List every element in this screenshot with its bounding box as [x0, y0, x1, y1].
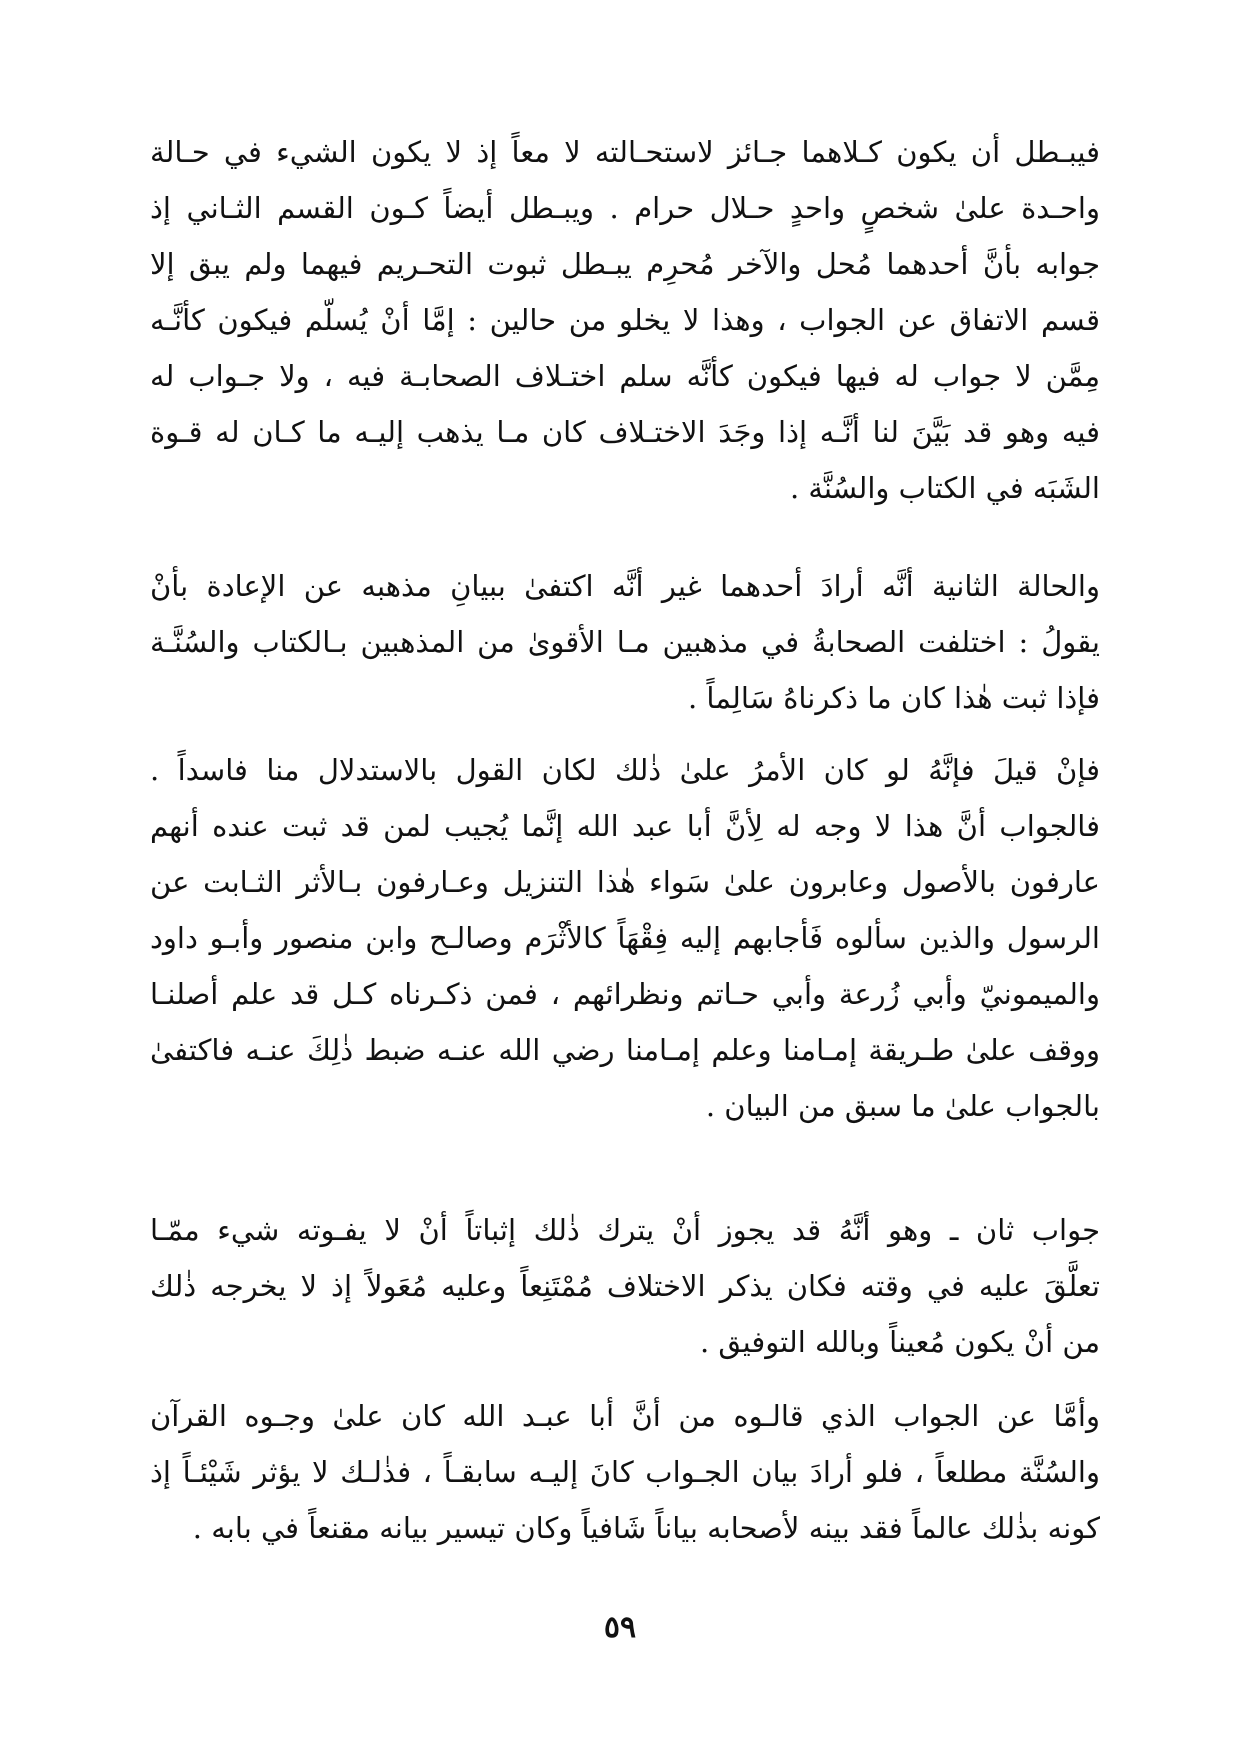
- text-line: وأمَّا عن الجواب الذي قالـوه من أنَّ أبا عبـد الله كان علىٰ وجـوه القرآن: [150, 1399, 1100, 1433]
- page-number: ٥٩: [603, 1610, 637, 1645]
- text-line: فإنْ قيلَ فإنَّهُ لو كان الأمرُ علىٰ ذٰلك لكان القول بالاستدلال منا فاسداً .: [150, 753, 1100, 787]
- paragraph-5: [150, 1388, 1100, 1556]
- text-line: بالجواب علىٰ ما سبق من البيان .: [705, 1089, 1100, 1123]
- text-line: والحالة الثانية أنَّه أرادَ أحدهما غير أنَّه اكتفىٰ ببيانِ مذهبه عن الإعادة بأنْ: [150, 569, 1100, 603]
- text-line: تعلَّقَ عليه في وقته فكان يذكر الاختلاف مُمْتَنِعاً وعليه مُعَولاً إذ لا يخرجه ذٰلك: [150, 1269, 1100, 1303]
- text-line: عارفون بالأصول وعابرون علىٰ سَواء هٰذا التنزيل وعـارفون بـالأثر الثـابت عن: [150, 865, 1100, 899]
- paragraph-2: [150, 558, 1100, 726]
- text-line: فيه وهو قد بَيَّنَ لنا أنَّـه إذا وجَدَ الاختـلاف كان مـا يذهب إليـه ما كـان له قـوة: [150, 415, 1100, 449]
- text-line: فإذا ثبت هٰذا كان ما ذكرناهُ سَالِماً .: [688, 681, 1100, 715]
- text-line: مِمَّن لا جواب له فيها فيكون كأنَّه سلم اختـلاف الصحابـة فيه ، ولا جـواب له: [150, 359, 1100, 393]
- paragraph-1: [150, 124, 1100, 516]
- text-line: الشَبَه في الكتاب والسُنَّة .: [789, 471, 1100, 505]
- text-line: جوابه بأنَّ أحدهما مُحل والآخر مُحرِم يبـطل ثبوت التحـريم فيهما ولم يبق إلا: [150, 247, 1100, 281]
- text-line: والسُنَّة مطلعاً ، فلو أرادَ بيان الجـواب كانَ إليـه سابقـاً ، فذٰلـك لا يؤثر شَيْئـاً إذ: [150, 1455, 1100, 1489]
- paragraph-3: [150, 742, 1100, 1134]
- text-line: كونه بذٰلك عالماً فقد بينه لأصحابه بياناً شَافياً وكان تيسير بيانه مقنعاً في بابه .: [192, 1511, 1100, 1545]
- text-line: واحـدة علىٰ شخصٍ واحدٍ حـلال حرام . ويبـطل أيضاً كـون القسم الثـاني إذ: [150, 191, 1100, 225]
- text-line: جواب ثان ـ وهو أنَّهُ قد يجوز أنْ يترك ذٰلك إثباتاً أنْ لا يفـوته شيء ممّـا: [150, 1213, 1100, 1247]
- text-line: الرسول والذين سألوه فَأجابهم إليه فِقْهَاً كالأثْرَم وصالـح وابن منصور وأبـو داود: [150, 921, 1100, 955]
- text-line: ووقف علىٰ طـريقة إمـامنا وعلم إمـامنا رضي الله عنـه ضبط ذٰلِكَ عنـه فاكتفىٰ: [150, 1033, 1100, 1067]
- text-line: يقولُ : اختلفت الصحابةُ في مذهبين مـا الأقوىٰ من المذهبين بـالكتاب والسُنَّـة: [150, 625, 1100, 659]
- text-line: فالجواب أنَّ هذا لا وجه له لِأنَّ أبا عبد الله إنَّما يُجيب لمن قد ثبت عنده أنهم: [150, 809, 1100, 843]
- text-line: والميمونيّ وأبي زُرعة وأبي حـاتم ونظرائهم ، فمن ذكـرناه كـل قد علم أصلنـا: [150, 977, 1100, 1011]
- text-line: فيبـطل أن يكون كـلاهما جـائز لاستحـالته لا معاً إذ لا يكون الشيء في حـالة: [150, 135, 1100, 169]
- text-line: من أنْ يكون مُعيناً وبالله التوفيق .: [699, 1325, 1100, 1359]
- paragraph-4: [150, 1202, 1100, 1370]
- text-line: قسم الاتفاق عن الجواب ، وهذا لا يخلو من حالين : إمَّا أنْ يُسلّم فيكون كأنَّـه: [150, 303, 1100, 337]
